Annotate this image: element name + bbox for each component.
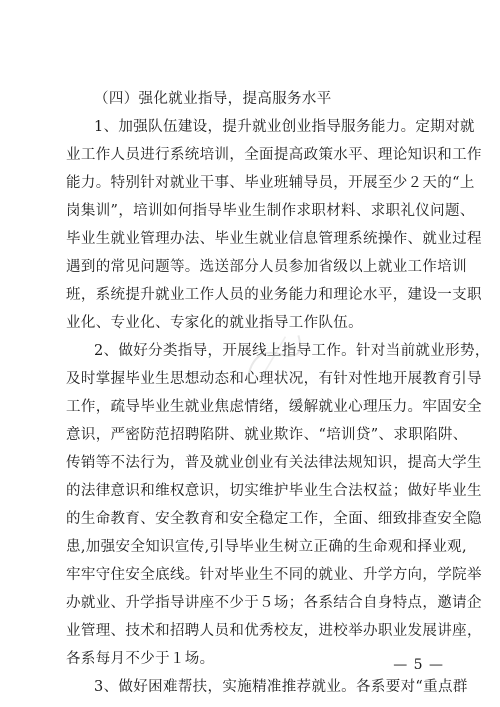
paragraph-2-line-12: 各系每月不少于１场。 — [66, 651, 215, 667]
paragraph-2-line-5: 传销等不法行为，普及就业创业有关法律法规知识，提高大学生 — [66, 455, 482, 471]
paragraph-3-line-1: 3、做好困难帮扶，实施精准推荐就业。各系要对“重点群 — [94, 679, 468, 695]
paragraph-1-line-7: 班，系统提升就业工作人员的业务能力和理论水平，建设一支职 — [66, 287, 482, 303]
paragraph-2-line-11: 业管理、技术和招聘人员和优秀校友，进校举办职业发展讲座， — [66, 623, 482, 639]
page-number: — 5 — — [393, 657, 444, 673]
paragraph-1-line-5: 毕业生就业管理办法、毕业生就业信息管理系统操作、就业过程 — [66, 231, 482, 247]
paragraph-1-line-4: 岗集训”，培训如何指导毕业生制作求职材料、求职礼仪问题、 — [66, 203, 475, 219]
paragraph-1-line-3: 能力。特别针对就业干事、毕业班辅导员，开展至少２天的“上 — [66, 175, 475, 191]
section-heading: （四）强化就业指导，提高服务水平 — [94, 91, 332, 107]
paragraph-2-line-6: 的法律意识和维权意识，切实维护毕业生合法权益；做好毕业生 — [66, 483, 482, 499]
paragraph-1-line-6: 遇到的常见问题等。选送部分人员参加省级以上就业工作培训 — [66, 259, 467, 275]
paragraph-2-line-8: 患,加强安全知识宣传,引导毕业生树立正确的生命观和择业观, — [66, 539, 467, 555]
paragraph-1-line-1: 1、加强队伍建设，提升就业创业指导服务能力。定期对就 — [94, 119, 475, 135]
paragraph-2-line-3: 工作，疏导毕业生就业焦虑情绪，缓解就业心理压力。牢固安全 — [66, 399, 482, 415]
paragraph-2-line-1: 2、做好分类指导，开展线上指导工作。针对当前就业形势， — [94, 343, 490, 359]
paragraph-2-line-10: 办就业、升学指导讲座不少于５场；各系结合自身特点，邀请企 — [66, 595, 482, 611]
paragraph-1-line-2: 业工作人员进行系统培训，全面提高政策水平、理论知识和工作 — [66, 147, 482, 163]
paragraph-2-line-2: 及时掌握毕业生思想动态和心理状况，有针对性地开展教育引导 — [66, 371, 482, 387]
paragraph-2-line-9: 牢牢守住安全底线。针对毕业生不同的就业、升学方向，学院举 — [66, 567, 482, 583]
paragraph-2-line-7: 的生命教育、安全教育和安全稳定工作，全面、细致排查安全隐 — [66, 511, 482, 527]
paragraph-1-line-8: 业化、专业化、专家化的就业指导工作队伍。 — [66, 315, 363, 331]
paragraph-2-line-4: 意识，严密防范招聘陷阱、就业欺诈、“培训贷”、求职陷阱、 — [66, 427, 468, 443]
